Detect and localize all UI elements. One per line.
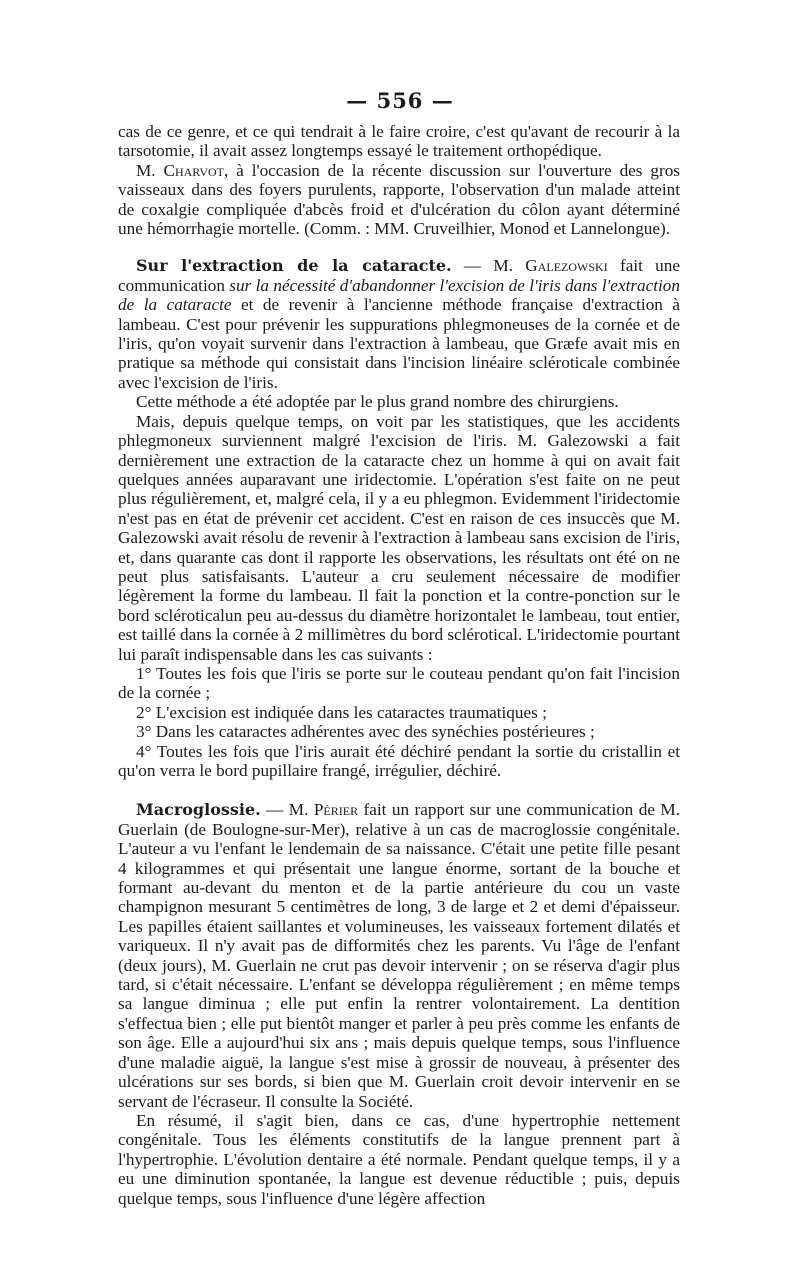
paragraph-text: à l'occasion de la récente discussion sur l'ouverture des gros vaisseaux dans des foyers purulents, rapporte, l'observation d'un malade atteint de coxalgie compliquée d'abcès froid et d'ulcération du côlon ayant déterminé une hémorrhagie mortelle. (Comm. : MM. Cruveilhier, Monod et Lannelongue). (118, 160, 680, 239)
author-name: Galezowski (525, 256, 608, 276)
list-item: 3° Dans les cataractes adhérentes avec des synéchies postérieures ; (136, 722, 595, 742)
list-item: 2° L'excision est indiquée dans les cataractes traumatiques ; (136, 702, 547, 722)
text-column (118, 122, 680, 1208)
section-heading-macroglossie: Macroglossie. (136, 800, 261, 820)
paragraph-cataracte: Sur l'extraction de la cataracte. — M. Galezowski fait une communication sur la nécessité d'abandonner l'excision de l'iris dans l'extraction de la cataracte et de revenir à l'ancienne méthode française d'extraction à lambeau. C'est pour prévenir les suppurations phlegmoneuses de la cornée et de l'iris, qu'on voyait survenir dans l'extraction à lambeau, que Græfe avait mis en pratique sa méthode qui consistait dans l'incision linéaire scléroticale combinée avec l'excision de l'iris. (118, 256, 680, 392)
paragraph-methode: Cette méthode a été adoptée par le plus grand nombre des chirurgiens. (136, 392, 619, 412)
page-number: — 556 — (346, 88, 454, 113)
author-name: M. Charvot, (136, 160, 229, 180)
italic-title: sur la nécessité d'abandonner l'excision de l'iris dans l'extraction de la cataracte (118, 275, 680, 315)
paragraph-charvot (118, 161, 680, 239)
section-heading-cataracte: Sur l'extraction de la cataracte. (136, 256, 452, 276)
paragraph-macroglossie: Macroglossie. — M. Périer fait un rapport sur une communication de M. Guerlain (de Boulogne-sur-Mer), relative à un cas de macroglossie congénitale. L'auteur a vu l'enfant le lendemain de sa naissance. C'était une petite fille pesant 4 kilogrammes et qui présentait une langue énorme, sortant de la bouche et formant au-devant du menton et de la partie antérieure du cou un vaste champignon mesurant 5 centimètres de long, 3 de large et 2 et demi d'épaisseur. Les papilles étaient saillantes et volumineuses, les vaisseaux fortement dilatés et variqueux. Il n'y avait pas de difformités chez les parents. Vu l'âge de l'enfant (deux jours), M. Guerlain ne crut pas devoir intervenir ; on se réserva d'agir plus tard, si c'était nécessaire. L'enfant se développa régulièrement ; en même temps sa langue diminua ; elle put enfin la rentrer volontairement. La dentition s'effectua bien ; elle put bientôt manger et parler à peu près comme les enfants de son âge. Elle a aujourd'hui six ans ; mais depuis quelque temps, sous l'influence d'une maladie aiguë, la langue s'est mise à grossir de nouveau, à présenter des ulcérations sur ses bords, si bien que M. Guerlain croit devoir intervenir en se servant de l'écraseur. Il consulte la Société. (118, 800, 680, 1111)
author-name: Périer (313, 800, 359, 820)
paragraph-statistiques: Mais, depuis quelque temps, on voit par les statistiques, que les accidents phlegmoneux surviennent malgré l'excision de l'iris. M. Galezowski a fait dernièrement une extraction de la cataracte chez un homme à qui on avait fait quelques années auparavant une iridectomie. L'opération s'est faite on ne peut plus régulièrement, et, malgré cela, il y a eu phlegmon. Evidemment l'iridectomie n'est pas en état de prévenir cet accident. C'est en raison de ces insuccès que M. Galezowski avait résolu de revenir à l'extraction à lambeau sans excision de l'iris, et, dans quarante cas dont il rapporte les observations, les résultats ont été on ne peut plus satisfaisants. L'auteur a cru seulement nécessaire de modifier légèrement la forme du lambeau. Il fait la ponction et la contre-ponction sur le bord scléroticalun peu au-dessus du diamètre horizontalet le lambeau, tout entier, est taillé dans la cornée à 2 millimètres du bord sclérotical. L'iridectomie pourtant lui paraît indispensable dans les cas suivants : (118, 411, 680, 664)
paragraph-continuation: cas de ce genre, et ce qui tendrait à le faire croire, c'est qu'avant de recourir à la tarsotomie, il avait assez longtemps essayé le traitement orthopédique. (118, 122, 680, 161)
list-item: 4° Toutes les fois que l'iris aurait été déchiré pendant la sortie du cristallin et qu'on verra le bord pupillaire frangé, irrégulier, déchiré. (118, 741, 680, 780)
list-item: 1° Toutes les fois que l'iris se porte sur le couteau pendant qu'on fait l'incision de la cornée ; (118, 663, 680, 703)
paragraph-resume: En résumé, il s'agit bien, dans ce cas, d'une hypertrophie nettement congénitale. Tous les éléments constitutifs de la langue prennent part à l'hypertrophie. L'évolution dentaire a été normale. Pendant quelque temps, il y a eu une diminution spontanée, la langue est devenue réductible ; puis, depuis quelque temps, sous l'influence d'une légère affection (118, 1110, 680, 1208)
